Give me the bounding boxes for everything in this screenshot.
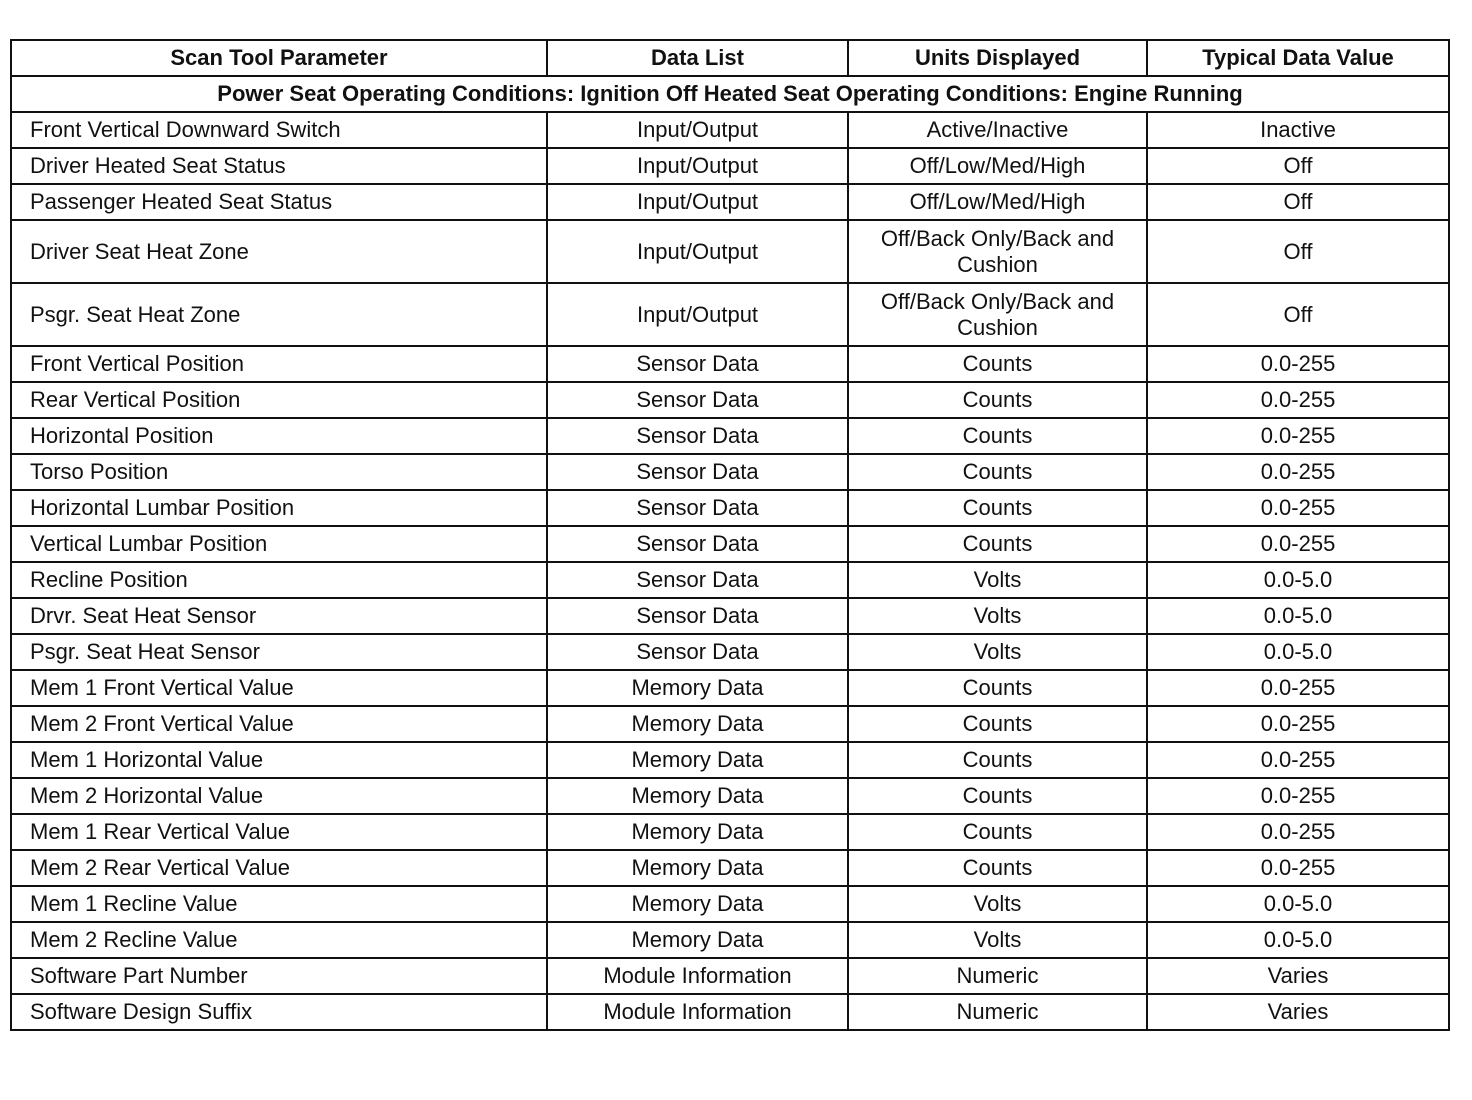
typical-value-cell: Off	[1147, 220, 1449, 283]
units-cell: Counts	[848, 418, 1147, 454]
units-cell: Counts	[848, 742, 1147, 778]
data-list-cell: Sensor Data	[547, 346, 848, 382]
table-row	[11, 670, 1449, 706]
table-row	[11, 886, 1449, 922]
units-cell: Counts	[848, 850, 1147, 886]
table-row	[11, 634, 1449, 670]
parameter-cell: Mem 2 Recline Value	[11, 922, 547, 958]
units-cell: Counts	[848, 454, 1147, 490]
units-cell: Volts	[848, 562, 1147, 598]
table-row	[11, 418, 1449, 454]
typical-value-cell: Off	[1147, 184, 1449, 220]
table-row	[11, 814, 1449, 850]
header-data-list: Data List	[547, 40, 848, 76]
typical-value-cell: 0.0-255	[1147, 778, 1449, 814]
data-list-cell: Memory Data	[547, 742, 848, 778]
table-row	[11, 184, 1449, 220]
data-list-cell: Input/Output	[547, 283, 848, 346]
typical-value-cell: Off	[1147, 283, 1449, 346]
parameter-cell: Mem 1 Front Vertical Value	[11, 670, 547, 706]
data-list-cell: Memory Data	[547, 814, 848, 850]
typical-value-cell: 0.0-255	[1147, 814, 1449, 850]
typical-value-cell: 0.0-255	[1147, 526, 1449, 562]
table-row	[11, 778, 1449, 814]
parameter-cell: Mem 1 Horizontal Value	[11, 742, 547, 778]
table-row	[11, 112, 1449, 148]
units-cell: Counts	[848, 526, 1147, 562]
data-list-cell: Memory Data	[547, 886, 848, 922]
parameter-cell: Mem 2 Horizontal Value	[11, 778, 547, 814]
data-list-cell: Memory Data	[547, 850, 848, 886]
typical-value-cell: 0.0-5.0	[1147, 922, 1449, 958]
typical-value-cell: 0.0-255	[1147, 850, 1449, 886]
typical-value-cell: 0.0-5.0	[1147, 634, 1449, 670]
parameter-cell: Mem 1 Recline Value	[11, 886, 547, 922]
units-cell: Off/Low/Med/High	[848, 148, 1147, 184]
data-list-cell: Sensor Data	[547, 454, 848, 490]
table-row	[11, 148, 1449, 184]
data-list-cell: Memory Data	[547, 922, 848, 958]
data-list-cell: Sensor Data	[547, 526, 848, 562]
parameter-cell: Front Vertical Position	[11, 346, 547, 382]
units-cell: Numeric	[848, 994, 1147, 1030]
table-row	[11, 958, 1449, 994]
table-row	[11, 922, 1449, 958]
operating-conditions: Power Seat Operating Conditions: Ignition Off Heated Seat Operating Conditions: Engine Running	[11, 76, 1449, 112]
table-row	[11, 526, 1449, 562]
table-row	[11, 490, 1449, 526]
typical-value-cell: Varies	[1147, 994, 1449, 1030]
data-list-cell: Input/Output	[547, 148, 848, 184]
table-row	[11, 220, 1449, 283]
data-list-cell: Memory Data	[547, 670, 848, 706]
table-row	[11, 454, 1449, 490]
units-cell: Numeric	[848, 958, 1147, 994]
parameter-cell: Recline Position	[11, 562, 547, 598]
units-cell: Counts	[848, 382, 1147, 418]
table-row	[11, 850, 1449, 886]
data-list-cell: Module Information	[547, 958, 848, 994]
typical-value-cell: 0.0-255	[1147, 742, 1449, 778]
table-row	[11, 562, 1449, 598]
typical-value-cell: Off	[1147, 148, 1449, 184]
header-row	[11, 40, 1449, 76]
units-cell: Active/Inactive	[848, 112, 1147, 148]
units-cell: Volts	[848, 598, 1147, 634]
parameter-cell: Horizontal Position	[11, 418, 547, 454]
parameter-cell: Software Part Number	[11, 958, 547, 994]
parameter-cell: Driver Heated Seat Status	[11, 148, 547, 184]
units-cell: Counts	[848, 706, 1147, 742]
scan-tool-data-table	[10, 39, 1450, 1031]
units-cell: Counts	[848, 778, 1147, 814]
table-row	[11, 598, 1449, 634]
data-list-cell: Sensor Data	[547, 634, 848, 670]
units-cell: Volts	[848, 634, 1147, 670]
units-cell: Counts	[848, 346, 1147, 382]
typical-value-cell: 0.0-255	[1147, 382, 1449, 418]
data-list-cell: Sensor Data	[547, 562, 848, 598]
parameter-cell: Software Design Suffix	[11, 994, 547, 1030]
units-cell: Off/Back Only/Back and Cushion	[848, 283, 1147, 346]
typical-value-cell: 0.0-255	[1147, 454, 1449, 490]
parameter-cell: Mem 2 Front Vertical Value	[11, 706, 547, 742]
table-row	[11, 382, 1449, 418]
data-list-cell: Sensor Data	[547, 490, 848, 526]
parameter-cell: Passenger Heated Seat Status	[11, 184, 547, 220]
typical-value-cell: 0.0-255	[1147, 706, 1449, 742]
typical-value-cell: 0.0-255	[1147, 418, 1449, 454]
parameter-cell: Driver Seat Heat Zone	[11, 220, 547, 283]
typical-value-cell: 0.0-5.0	[1147, 562, 1449, 598]
parameter-cell: Front Vertical Downward Switch	[11, 112, 547, 148]
typical-value-cell: Varies	[1147, 958, 1449, 994]
typical-value-cell: 0.0-255	[1147, 346, 1449, 382]
typical-value-cell: 0.0-255	[1147, 490, 1449, 526]
data-list-cell: Sensor Data	[547, 418, 848, 454]
data-list-cell: Memory Data	[547, 706, 848, 742]
typical-value-cell: Inactive	[1147, 112, 1449, 148]
parameter-cell: Mem 1 Rear Vertical Value	[11, 814, 547, 850]
data-list-cell: Module Information	[547, 994, 848, 1030]
table-row	[11, 742, 1449, 778]
data-list-cell: Sensor Data	[547, 598, 848, 634]
conditions-row	[11, 76, 1449, 112]
data-list-cell: Memory Data	[547, 778, 848, 814]
table-row	[11, 706, 1449, 742]
parameter-cell: Vertical Lumbar Position	[11, 526, 547, 562]
parameter-cell: Torso Position	[11, 454, 547, 490]
header-units: Units Displayed	[848, 40, 1147, 76]
table-row	[11, 994, 1449, 1030]
units-cell: Off/Low/Med/High	[848, 184, 1147, 220]
units-cell: Off/Back Only/Back and Cushion	[848, 220, 1147, 283]
typical-value-cell: 0.0-5.0	[1147, 598, 1449, 634]
parameter-cell: Rear Vertical Position	[11, 382, 547, 418]
parameter-cell: Psgr. Seat Heat Zone	[11, 283, 547, 346]
header-typical-value: Typical Data Value	[1147, 40, 1449, 76]
units-cell: Counts	[848, 670, 1147, 706]
data-list-cell: Input/Output	[547, 220, 848, 283]
parameter-cell: Horizontal Lumbar Position	[11, 490, 547, 526]
units-cell: Volts	[848, 922, 1147, 958]
parameter-cell: Drvr. Seat Heat Sensor	[11, 598, 547, 634]
parameter-cell: Mem 2 Rear Vertical Value	[11, 850, 547, 886]
typical-value-cell: 0.0-5.0	[1147, 886, 1449, 922]
table-row	[11, 283, 1449, 346]
data-list-cell: Sensor Data	[547, 382, 848, 418]
units-cell: Counts	[848, 814, 1147, 850]
parameter-cell: Psgr. Seat Heat Sensor	[11, 634, 547, 670]
data-list-cell: Input/Output	[547, 112, 848, 148]
typical-value-cell: 0.0-255	[1147, 670, 1449, 706]
units-cell: Counts	[848, 490, 1147, 526]
units-cell: Volts	[848, 886, 1147, 922]
header-parameter: Scan Tool Parameter	[11, 40, 547, 76]
table-row	[11, 346, 1449, 382]
data-list-cell: Input/Output	[547, 184, 848, 220]
